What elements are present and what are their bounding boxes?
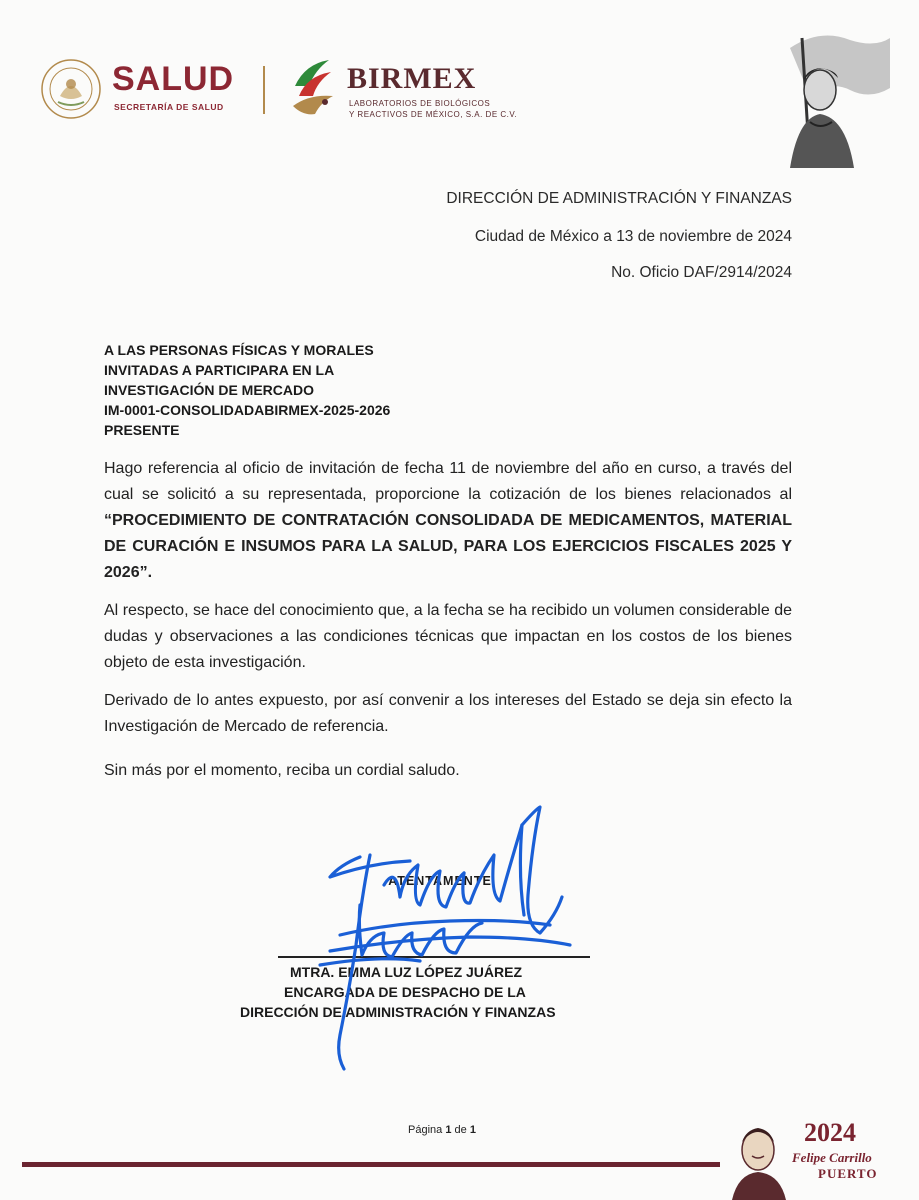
footer-bar bbox=[22, 1162, 720, 1167]
paragraph-1-text: Hago referencia al oficio de invitación de fecha 11 de noviembre del año en curso, a través del cual se solicitó a su representada, proporcione la cotización de los bienes relacionados al bbox=[104, 460, 792, 503]
salud-logo bbox=[40, 50, 250, 130]
birmex-subtitle bbox=[349, 98, 517, 120]
body-paragraph-3: Derivado de lo antes expuesto, por así convenir a los intereses del Estado se deja sin efecto la Investigación de Mercado de referencia. bbox=[104, 692, 792, 735]
addressee-line: INVESTIGACIÓN DE MERCADO bbox=[104, 382, 315, 398]
signer-role-2: DIRECCIÓN DE ADMINISTRACIÓN Y FINANZAS bbox=[240, 1004, 556, 1020]
portrait-icon bbox=[722, 1116, 792, 1200]
birmex-subtitle-line-2: Y REACTIVOS DE MÉXICO, S.A. DE C.V. bbox=[349, 110, 518, 119]
heroine-flag-illustration bbox=[750, 18, 900, 168]
department-heading: DIRECCIÓN DE ADMINISTRACIÓN Y FINANZAS bbox=[446, 190, 792, 207]
addressee-line: A LAS PERSONAS FÍSICAS Y MORALES bbox=[104, 342, 374, 358]
addressee-line: INVITADAS A PARTICIPARA EN LA bbox=[104, 362, 335, 378]
page-current: 1 bbox=[445, 1124, 452, 1136]
page-label: Página bbox=[408, 1124, 443, 1136]
signer-role-1: ENCARGADA DE DESPACHO DE LA bbox=[284, 984, 526, 1000]
birmex-title: BIRMEX bbox=[347, 62, 477, 95]
signer-name: MTRA. EMMA LUZ LÓPEZ JUÁREZ bbox=[290, 964, 523, 980]
place-date: Ciudad de México a 13 de noviembre de 2024 bbox=[474, 228, 792, 245]
closing-word: ATENTAMENTE bbox=[388, 874, 492, 888]
salud-title: SALUD bbox=[112, 60, 235, 98]
procedure-title: “PROCEDIMIENTO DE CONTRATACIÓN CONSOLIDADA DE MEDICAMENTOS, MATERIAL DE CURACIÓN E INSUMOS PARA LA SALUD, PARA LOS EJERCICIOS FISCALES 2025 Y 2026”. bbox=[104, 512, 792, 581]
office-number: No. Oficio DAF/2914/2024 bbox=[611, 264, 792, 281]
addressee-line: PRESENTE bbox=[104, 422, 180, 438]
page-of: de bbox=[454, 1124, 467, 1136]
body-paragraph-4: Sin más por el momento, reciba un cordial saludo. bbox=[104, 762, 460, 779]
emblem-name: Felipe Carrillo bbox=[792, 1150, 872, 1165]
page-total: 1 bbox=[469, 1124, 476, 1136]
emblem-year: 2024 bbox=[804, 1118, 856, 1147]
page-counter bbox=[408, 1124, 476, 1136]
body-paragraph-2: Al respecto, se hace del conocimiento que, a la fecha se ha recibido un volumen considerable de dudas y observaciones a las condiciones técnicas que impactan en los costos de los bienes objeto de esta investigación. bbox=[104, 602, 792, 671]
salud-subtitle: SECRETARÍA DE SALUD bbox=[114, 102, 224, 112]
emblem-place: PUERTO bbox=[818, 1166, 878, 1181]
mexico-seal-icon bbox=[40, 58, 102, 120]
logo-divider bbox=[263, 66, 265, 114]
addressee-block bbox=[104, 340, 390, 440]
body-paragraph-1 bbox=[104, 456, 792, 586]
felipe-carrillo-emblem bbox=[722, 1116, 902, 1200]
handwritten-signature bbox=[300, 805, 590, 1075]
addressee-line: IM-0001-CONSOLIDADABIRMEX-2025-2026 bbox=[104, 402, 391, 418]
birmex-subtitle-line-1: LABORATORIOS DE BIOLÓGICOS bbox=[349, 99, 491, 108]
birmex-logo bbox=[285, 52, 535, 127]
birmex-eagle-icon bbox=[285, 56, 339, 122]
